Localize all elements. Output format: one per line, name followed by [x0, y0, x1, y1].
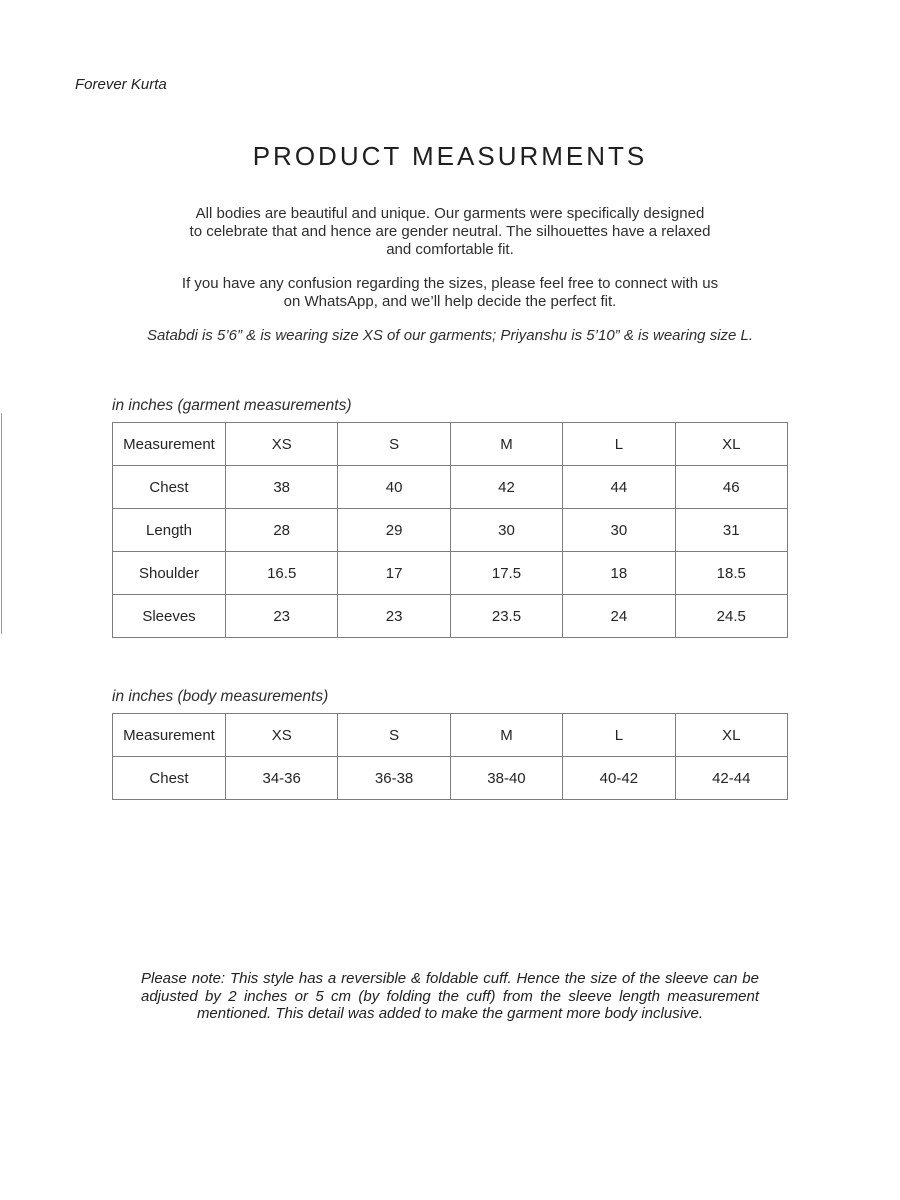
header-cell: Measurement: [113, 423, 226, 466]
header-cell: XS: [226, 423, 338, 466]
section-label-body-measurements: in inches (body measurements): [112, 688, 329, 705]
value-cell: 36-38: [338, 757, 450, 800]
row-label-cell: Shoulder: [113, 552, 226, 595]
value-cell: 40: [338, 466, 450, 509]
table-header-row: [113, 714, 788, 757]
value-cell: 31: [675, 509, 787, 552]
value-cell: 42-44: [675, 757, 787, 800]
header-cell: M: [450, 423, 562, 466]
cropped-table-edge-line: [1, 413, 2, 634]
value-cell: 23.5: [450, 595, 562, 638]
value-cell: 24: [563, 595, 675, 638]
value-cell: 34-36: [226, 757, 338, 800]
row-label-cell: Chest: [113, 757, 226, 800]
table-row: [113, 757, 788, 800]
value-cell: 38-40: [450, 757, 562, 800]
value-cell: 23: [226, 595, 338, 638]
header-cell: XL: [675, 423, 787, 466]
table-row: [113, 552, 788, 595]
header-cell: L: [563, 423, 675, 466]
model-size-note: Satabdi is 5’6” & is wearing size XS of our garments; Priyanshu is 5’10” & is wearing size L.: [146, 327, 754, 344]
value-cell: 17: [338, 552, 450, 595]
header-cell: Measurement: [113, 714, 226, 757]
value-cell: 24.5: [675, 595, 787, 638]
page-title: PRODUCT MEASURMENTS: [252, 141, 648, 171]
garment-measurements-table: [112, 422, 788, 638]
table-row: [113, 595, 788, 638]
cuff-footnote: Please note: This style has a reversible & foldable cuff. Hence the size of the sleeve can be adjusted by 2 inches or 5 cm (by folding the cuff) from the sleeve length measurement mentioned. This detail was added to make the garment more body inclusive.: [141, 970, 759, 1023]
table-row: [113, 509, 788, 552]
header-cell: XS: [226, 714, 338, 757]
body-measurements-table: [112, 713, 788, 800]
header-cell: S: [338, 423, 450, 466]
value-cell: 38: [226, 466, 338, 509]
value-cell: 46: [675, 466, 787, 509]
value-cell: 28: [226, 509, 338, 552]
header-cell: XL: [675, 714, 787, 757]
row-label-cell: Length: [113, 509, 226, 552]
value-cell: 40-42: [563, 757, 675, 800]
row-label-cell: Sleeves: [113, 595, 226, 638]
header-cell: M: [450, 714, 562, 757]
table-header-row: [113, 423, 788, 466]
value-cell: 17.5: [450, 552, 562, 595]
intro-paragraph-bodies: All bodies are beautiful and unique. Our garments were specifically designed to celebrate that and hence are gender neutral. The silhouettes have a relaxed and comfortable fit.: [189, 205, 711, 258]
value-cell: 30: [450, 509, 562, 552]
value-cell: 16.5: [226, 552, 338, 595]
brand-label: Forever Kurta: [75, 76, 167, 93]
row-label-cell: Chest: [113, 466, 226, 509]
header-cell: L: [563, 714, 675, 757]
value-cell: 18: [563, 552, 675, 595]
value-cell: 30: [563, 509, 675, 552]
section-label-garment-measurements: in inches (garment measurements): [112, 397, 352, 414]
value-cell: 18.5: [675, 552, 787, 595]
value-cell: 29: [338, 509, 450, 552]
value-cell: 42: [450, 466, 562, 509]
value-cell: 23: [338, 595, 450, 638]
header-cell: S: [338, 714, 450, 757]
table-row: [113, 466, 788, 509]
value-cell: 44: [563, 466, 675, 509]
intro-paragraph-whatsapp: If you have any confusion regarding the sizes, please feel free to connect with us on WhatsApp, and we’ll help decide the perfect fit.: [181, 275, 719, 310]
